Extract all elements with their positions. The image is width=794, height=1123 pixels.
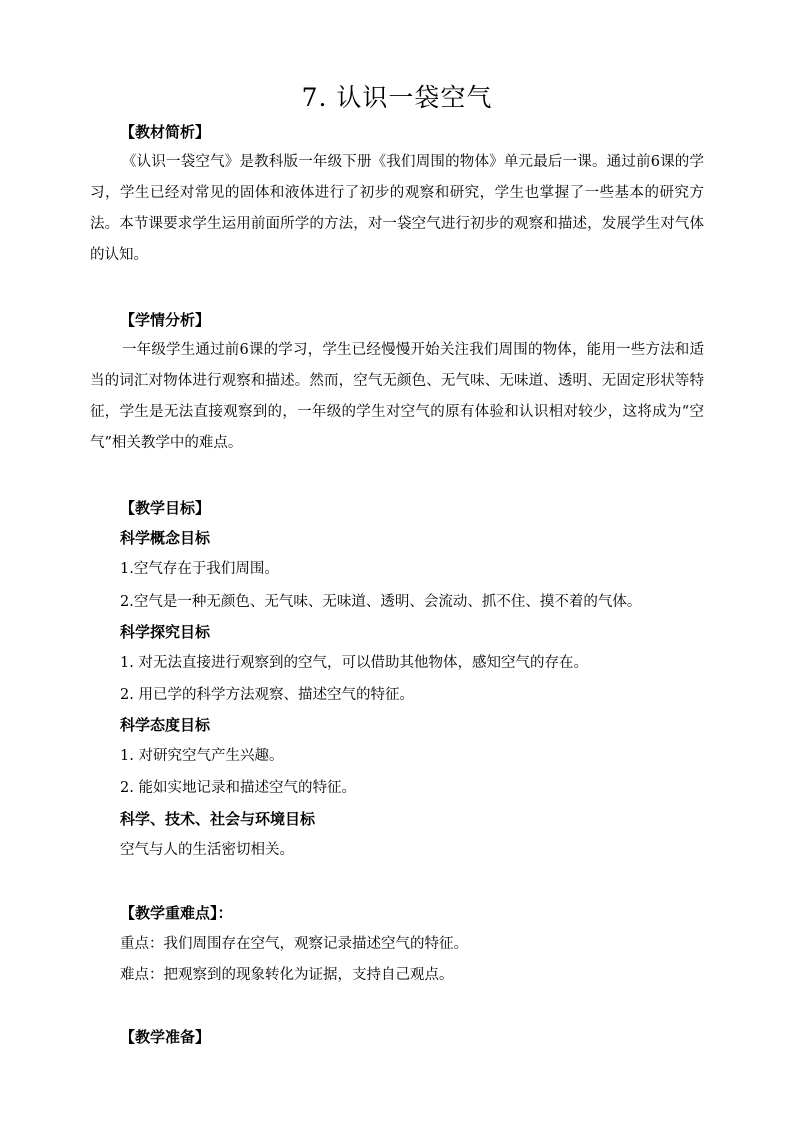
stse-goal-text: 空气与人的生活密切相关。 <box>120 842 294 858</box>
inquiry-goal-item: 1. 对无法直接进行观察到的空气，可以借助其他物体，感知空气的存在。 <box>120 655 588 671</box>
paragraph-textbook: 《认识一袋空气》是教科版一年级下册《我们周围的物体》单元最后一课。通过前6课的学习，学生已经对常见的固体和液体进行了初步的观察和研究，学生也掌握了一些基本的研究方法。本节课要求学生运用前面所学的方法，对一袋空气进行初步的观察和描述，发展学生对气体的认知。 <box>90 154 704 263</box>
section-heading-textbook: 【教材简析】 <box>120 123 211 141</box>
section-heading-key-points: 【教学重难点】： <box>120 904 233 922</box>
concept-goal-item: 2.空气是一种无颜色、无气味、无味道、透明、会流动、抓不住、摸不着的气体。 <box>120 594 642 610</box>
page-title: 7. 认识一袋空气 <box>301 83 493 112</box>
paragraph-students: 一年级学生通过前6课的学习，学生已经慢慢开始关注我们周围的物体，能用一些方法和适当的词汇对物体进行观察和描述。然而，空气无颜色、无气味、无味道、透明、无固定形状等特征，学生是无法直接观察到的，一年级的学生对空气的原有体验和认识相对较少，这将成为“空气”相关教学中的难点。 <box>90 342 704 451</box>
difficult-point-text: 难点：把观察到的现象转化为证据，支持自己观点。 <box>120 967 454 983</box>
attitude-goal-item: 2. 能如实地记录和描述空气的特征。 <box>120 780 356 796</box>
subheading-stse-goals: 科学、技术、社会与环境目标 <box>120 810 316 828</box>
subheading-attitude-goals: 科学态度目标 <box>120 716 211 734</box>
subheading-concept-goals: 科学概念目标 <box>120 529 211 547</box>
key-point-text: 重点：我们周围存在空气，观察记录描述空气的特征。 <box>120 936 468 952</box>
attitude-goal-item: 1. 对研究空气产生兴趣。 <box>120 748 284 764</box>
section-heading-goals: 【教学目标】 <box>120 499 211 517</box>
section-heading-preparation: 【教学准备】 <box>120 1028 211 1046</box>
section-heading-students: 【学情分析】 <box>120 311 211 329</box>
inquiry-goal-item: 2. 用已学的科学方法观察、描述空气的特征。 <box>120 687 414 703</box>
subheading-inquiry-goals: 科学探究目标 <box>120 623 211 641</box>
concept-goal-item: 1.空气存在于我们周围。 <box>120 561 279 577</box>
